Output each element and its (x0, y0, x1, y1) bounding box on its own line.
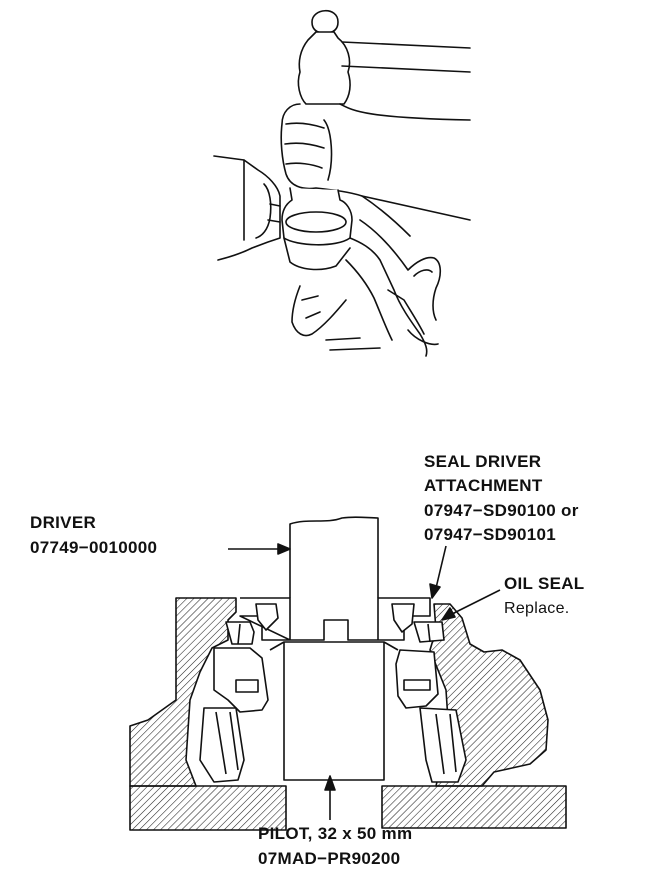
pilot-label: PILOT, 32 x 50 mm (258, 824, 413, 843)
hammer-and-hand-view (214, 11, 470, 356)
oil-seal-note: Replace. (504, 600, 570, 617)
base-housing-right (382, 786, 566, 828)
pilot-part-number: 07MAD−PR90200 (258, 849, 401, 868)
oil-seal-label: OIL SEAL (504, 574, 585, 593)
seal-driver-label-line1: SEAL DRIVER (424, 452, 542, 471)
pilot (284, 642, 384, 780)
driver-shaft (290, 517, 378, 598)
driver-part-number: 07749−0010000 (30, 538, 158, 557)
seal-driver-part-number-1: 07947−SD90100 or (424, 501, 579, 520)
cross-section-view (130, 517, 566, 830)
bearing-left (200, 648, 268, 782)
seal-driver-label-line2: ATTACHMENT (424, 476, 543, 495)
hammer-knob (312, 11, 338, 33)
seal-driver-part-number-2: 07947−SD90101 (424, 525, 556, 544)
driver-label: DRIVER (30, 513, 97, 532)
